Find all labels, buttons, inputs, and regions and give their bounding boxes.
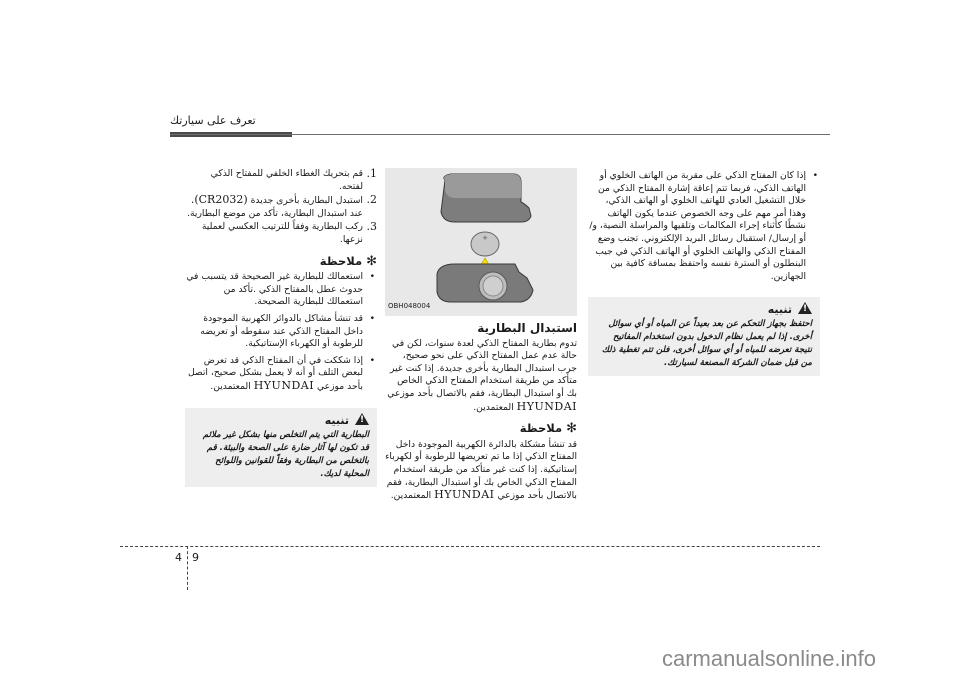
battery-replacement-paragraph (385, 338, 577, 415)
battery-replacement-figure (385, 168, 577, 316)
note-text-suffix: المعتمدين. (390, 490, 432, 502)
caution-text: البطارية التي يتم التخلص منها بشكل غير ملائم قد تكون لها آثار ضارة على الصحة والبيئة. قم بالتخلص من البطارية وفقاً للقوانين واللوائح المحلية لديك. (202, 429, 369, 479)
battery-code: (CR2032). (190, 193, 248, 207)
figure-code: OBH048004 (388, 302, 431, 311)
brand-name: HYUNDAI (253, 378, 315, 392)
svg-text:+: + (482, 234, 488, 242)
caution-heading (193, 413, 369, 427)
left-column (185, 168, 377, 487)
caution-text: احتفظ بجهاز التحكم عن بعد بعيداً عن المياه أو أي سوائل أخرى. إذا لم يعمل نظام الدخول بدون استخدام المفاتيح نتيجة تعرضه للمياه أو أي سوائل أخرى، فلن تتم تغطية ذلك من قبل ضمان الشركة المصنعة لسيارتك. (601, 319, 812, 369)
step-text: قم بتحريك الغطاء الخلفي للمفتاح الذكي لفتحه. (210, 168, 363, 192)
footer-rule (120, 546, 820, 547)
step-number: 1. (366, 167, 377, 180)
note-title: ملاحظة (319, 253, 363, 268)
section-number: 4 (175, 551, 182, 564)
step-subtext: عند استبدال البطارية، تأكد من موضع البطارية. (187, 207, 363, 219)
smart-key-battery-illustration (385, 168, 577, 316)
caution-box-disposal (185, 408, 377, 487)
replacement-steps (185, 168, 377, 247)
step-2 (185, 194, 377, 220)
middle-column (385, 168, 577, 503)
note-text-body: قد تنشأ مشكلة بالدائرة الكهربية الموجودة داخل المفتاح الذكي إذا ما تم تعريضها للرطوبة أو لكهرباء إستاتيكية. إذا كنت غير متأكد من طريقة استخدام المفتاح الذكي الخاص بك أو استبدال البطارية، فقم بالاتصال بأحد موزعي (385, 438, 577, 502)
note-text (385, 439, 577, 503)
paragraph-suffix: المعتمدين. (473, 401, 514, 413)
step-text: استبدل البطارية بأخرى جديدة (250, 195, 363, 207)
asterisk-icon: ✻ (366, 253, 377, 269)
bullet-text: إذا شككت في أن المفتاح الذكي قد تعرض لبعض التلف أو أنه لا يعمل بشكل صحيح، اتصل بأحد موزعي (187, 354, 363, 392)
caution-box-water (588, 297, 820, 376)
step-number: 2. (366, 193, 377, 207)
note-heading (385, 422, 577, 436)
step-text: ركب البطارية وفقاً للترتيب العكسي لعملية نزعها. (201, 221, 363, 245)
right-column (588, 170, 820, 376)
step-1 (185, 168, 377, 193)
step-number: 3. (366, 220, 377, 234)
bullet-suffix: المعتمدين. (210, 380, 251, 392)
warning-triangle-icon (798, 302, 812, 314)
caution-heading (596, 302, 812, 316)
caution-title: تنبيه (324, 413, 349, 427)
footer-divider (187, 546, 188, 590)
note-bullet-2: • قد تنشأ مشاكل بالدوائر الكهربية الموجودة داخل المفتاح الذكي عند سقوطه أو تعريضه للرطوبة أو الكهرباء الإستاتيكية. (185, 313, 377, 351)
note-bullet-1: • استعمالك للبطارية غير الصحيحة قد يتسبب في حدوث عطل بالمفتاح الذكي .تأكد من استعمالك للبطارية الصحيحة. (185, 271, 377, 309)
note-title: ملاحظة (519, 421, 563, 436)
watermark: carmanualsonline.info (662, 646, 877, 671)
note-heading (185, 255, 377, 269)
page-number: 9 (192, 551, 199, 564)
header-title: تعرف على سيارتك (170, 114, 256, 127)
paragraph-text: تدوم بطارية المفتاح الذكي لعدة سنوات، لكن في حالة عدم عمل المفتاح الذكي على نحو صحيح، جرب استبدال البطارية بأخرى جديدة. إذا كنت غير متأكد من طريقة استخدام المفتاح الذكي الخاص بك أو استبدال البطارية، فقم بالاتصال بأحد موزعي (387, 337, 577, 399)
caution-title: تنبيه (767, 303, 792, 317)
warning-triangle-icon (355, 413, 369, 425)
step-3 (185, 221, 377, 246)
smart-key-interference-bullet: • إذا كان المفتاح الذكي على مقربة من الهاتف الخلوي أو الهاتف الذكي، فربما تتم إعاقة إشارة المفتاح الذكي من خلال التشغيل العادي للهاتف الخلوي أو الهاتف الذكي، وهذا أمر مهم على وجه الخصوص عندما يكون الهاتف نشطًا كأثناء إجراء المكالمات وتلقيها والمراسلة النصية، و/ أو إرسال/ استقبال رسائل البريد الإلكتروني. تجنب وضع المفتاح الذكي والهاتف الخلوي أو الهاتف الذكي في جيب البنطلون أو السترة نفسه واحتفظ بمسافة كافية بين الجهازين. (588, 170, 820, 283)
note-bullet-3 (185, 355, 377, 394)
section-title-battery-replacement: استبدال البطارية (477, 321, 577, 335)
brand-name: HYUNDAI (434, 488, 495, 502)
brand-name: HYUNDAI (516, 399, 577, 413)
header-rule (170, 134, 830, 135)
asterisk-icon: ✻ (566, 421, 577, 437)
